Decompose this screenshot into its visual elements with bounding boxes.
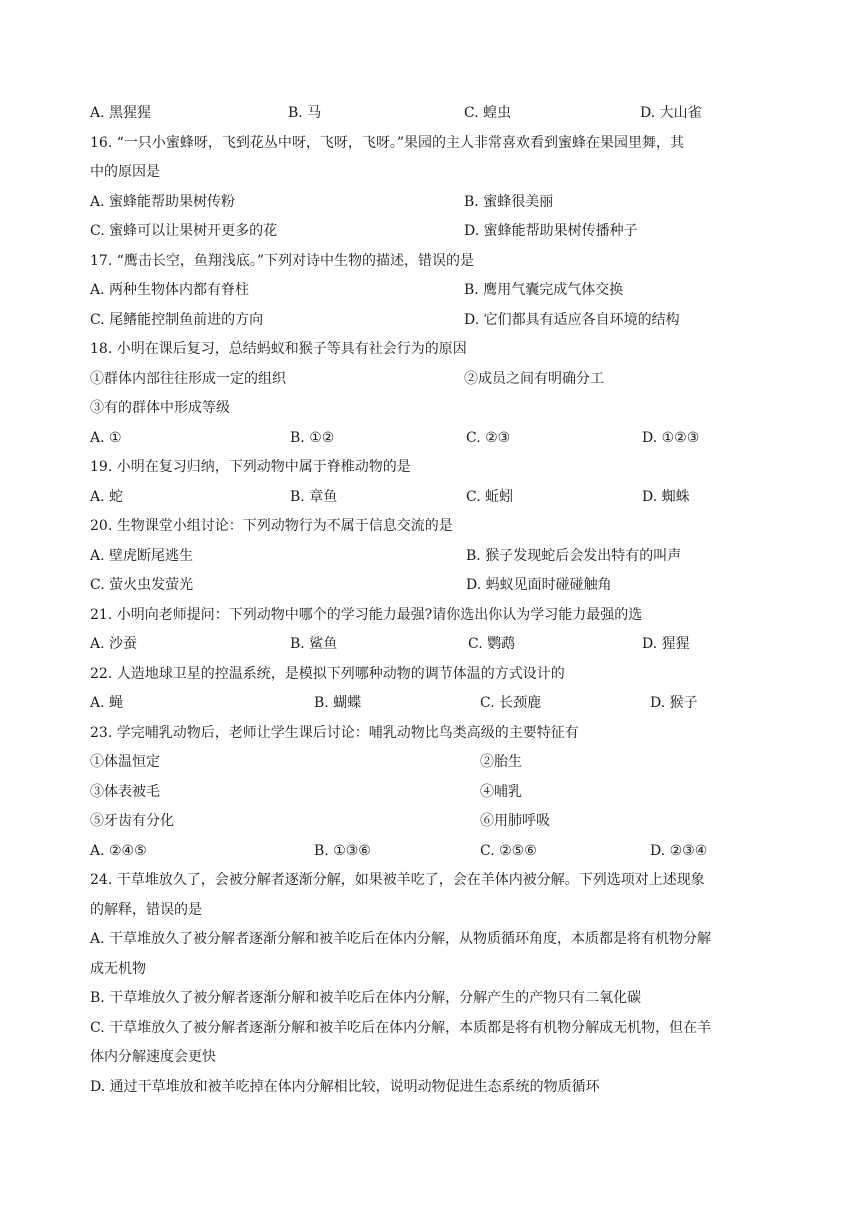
- q21-option-d: D. 猩猩: [642, 636, 690, 652]
- q17-option-d: D. 它们都具有适应各自环境的结构: [464, 312, 680, 328]
- q16-option-d: D. 蜜蜂能帮助果树传播种子: [464, 223, 638, 239]
- q18-option-a: A. ①: [90, 430, 122, 446]
- q20-stem: 20. 生物课堂小组讨论：下列动物行为不属于信息交流的是: [90, 518, 453, 534]
- q16-option-c: C. 蜜蜂可以让果树开更多的花: [90, 223, 278, 239]
- q19-option-b: B. 章鱼: [290, 489, 338, 505]
- q19-option-a: A. 蛇: [90, 489, 124, 505]
- q23-item-5: ⑤牙齿有分化: [90, 813, 174, 829]
- q24-stem-line1: 24. 干草堆放久了，会被分解者逐渐分解，如果被羊吃了，会在羊体内被分解。下列选项对上述现象: [90, 872, 705, 888]
- q18-stem: 18. 小明在课后复习，总结蚂蚁和猴子等具有社会行为的原因: [90, 341, 467, 357]
- q18-item-2: ②成员之间有明确分工: [464, 371, 604, 387]
- q23-option-a: A. ②④⑤: [90, 843, 147, 859]
- q21-option-b: B. 鲨鱼: [290, 636, 338, 652]
- q22-stem: 22. 人造地球卫星的控温系统，是模拟下列哪种动物的调节体温的方式设计的: [90, 666, 565, 682]
- q23-item-2: ②胎生: [480, 754, 522, 770]
- q18-item-3: ③有的群体中形成等级: [90, 400, 230, 416]
- q18-option-b: B. ①②: [290, 430, 335, 446]
- q23-item-4: ④哺乳: [480, 784, 522, 800]
- q22-option-a: A. 蝇: [90, 695, 124, 711]
- q24-option-c-line1: C. 干草堆放久了被分解者逐渐分解和被羊吃后在体内分解，本质都是将有机物分解成无机物，但在羊: [90, 1020, 712, 1036]
- q15-option-d: D. 大山雀: [640, 105, 702, 121]
- q24-option-a-line2: 成无机物: [90, 961, 146, 977]
- q24-option-c-line2: 体内分解速度会更快: [90, 1049, 216, 1065]
- q18-item-1: ①群体内部往往形成一定的组织: [90, 371, 286, 387]
- q17-option-a: A. 两种生物体内都有脊柱: [90, 282, 250, 298]
- q19-option-c: C. 蚯蚓: [466, 489, 514, 505]
- q24-option-a-line1: A. 干草堆放久了被分解者逐渐分解和被羊吃后在体内分解，从物质循环角度，本质都是将有机物分解: [90, 931, 712, 947]
- q17-option-b: B. 鹰用气囊完成气体交换: [464, 282, 624, 298]
- q20-option-d: D. 蚂蚁见面时碰碰触角: [466, 577, 612, 593]
- q23-stem: 23. 学完哺乳动物后，老师让学生课后讨论：哺乳动物比鸟类高级的主要特征有: [90, 725, 579, 741]
- q21-stem: 21. 小明向老师提问：下列动物中哪个的学习能力最强?请你选出你认为学习能力最强的选: [90, 607, 643, 623]
- q24-option-b: B. 干草堆放久了被分解者逐渐分解和被羊吃后在体内分解，分解产生的产物只有二氧化碳: [90, 990, 642, 1006]
- q18-option-d: D. ①②③: [642, 430, 700, 446]
- q15-option-b: B. 马: [288, 105, 322, 121]
- q22-option-d: D. 猴子: [650, 695, 698, 711]
- q24-stem-line2: 的解释，错误的是: [90, 902, 202, 918]
- q19-stem: 19. 小明在复习归纳，下列动物中属于脊椎动物的是: [90, 459, 411, 475]
- q17-option-c: C. 尾鳍能控制鱼前进的方向: [90, 312, 264, 328]
- q24-option-d: D. 通过干草堆放和被羊吃掉在体内分解相比较，说明动物促进生态系统的物质循环: [90, 1079, 600, 1095]
- q16-stem-line1: 16. “一只小蜜蜂呀，飞到花丛中呀，飞呀，飞呀。”果园的主人非常喜欢看到蜜蜂在果园里舞，其: [90, 135, 685, 151]
- q21-option-a: A. 沙蚕: [90, 636, 138, 652]
- q15-option-a: A. 黑猩猩: [90, 105, 152, 121]
- q23-item-6: ⑥用肺呼吸: [480, 813, 550, 829]
- q23-item-1: ①体温恒定: [90, 754, 160, 770]
- q23-option-b: B. ①③⑥: [314, 843, 371, 859]
- q23-item-3: ③体表被毛: [90, 784, 160, 800]
- q17-stem: 17. “鹰击长空，鱼翔浅底。”下列对诗中生物的描述，错误的是: [90, 253, 475, 269]
- q21-option-c: C. 鹦鹉: [468, 636, 516, 652]
- q22-option-b: B. 蝴蝶: [314, 695, 362, 711]
- q15-option-c: C. 蝗虫: [464, 105, 512, 121]
- q16-stem-line2: 中的原因是: [90, 164, 160, 180]
- q22-option-c: C. 长颈鹿: [480, 695, 542, 711]
- q23-option-d: D. ②③④: [650, 843, 708, 859]
- q16-option-b: B. 蜜蜂很美丽: [464, 194, 554, 210]
- q20-option-b: B. 猴子发现蛇后会发出特有的叫声: [466, 548, 682, 564]
- q23-option-c: C. ②⑤⑥: [480, 843, 537, 859]
- q18-option-c: C. ②③: [466, 430, 511, 446]
- q20-option-c: C. 萤火虫发萤光: [90, 577, 194, 593]
- q19-option-d: D. 蜘蛛: [642, 489, 690, 505]
- q20-option-a: A. 壁虎断尾逃生: [90, 548, 194, 564]
- q16-option-a: A. 蜜蜂能帮助果树传粉: [90, 194, 236, 210]
